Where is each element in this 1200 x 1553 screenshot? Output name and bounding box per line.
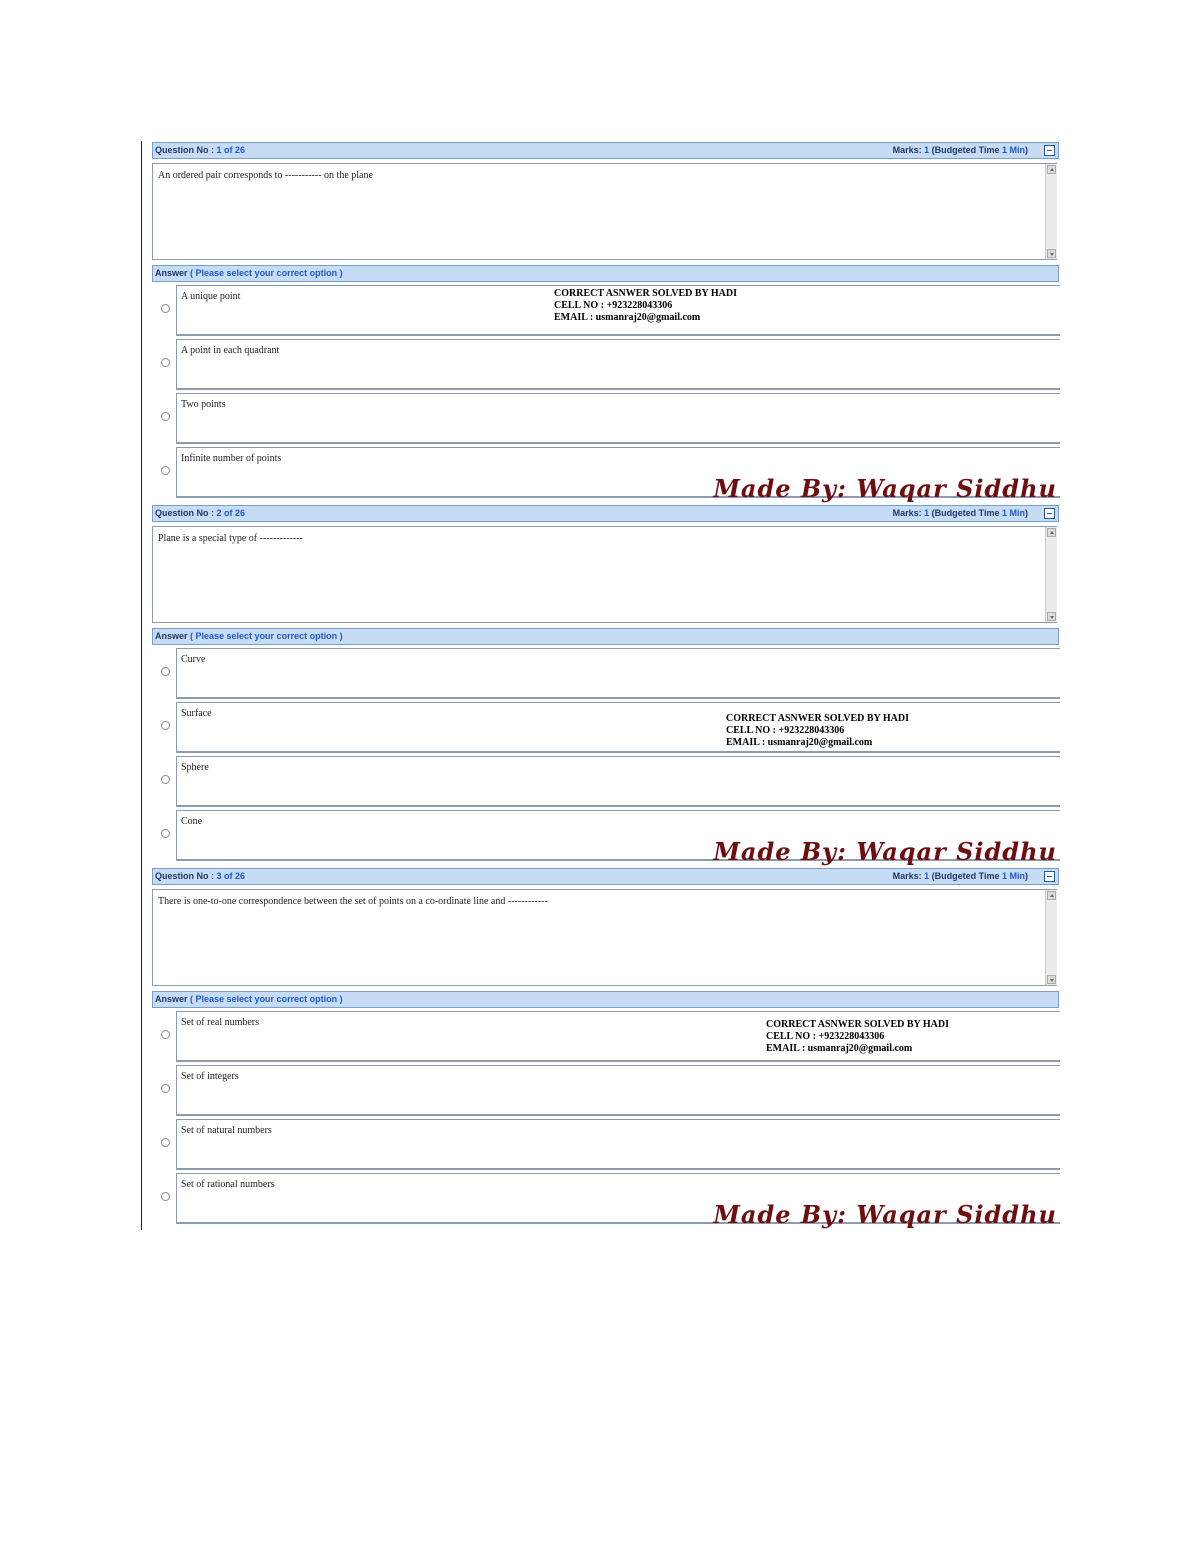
question-scrollbar[interactable] (1045, 164, 1057, 259)
watermark: Made By: Waqar Siddhu (713, 1200, 1057, 1229)
marks-info: Marks: 1 (Budgeted Time 1 Min) (892, 508, 1028, 518)
option-2[interactable] (152, 337, 1059, 389)
radio-button[interactable] (161, 829, 170, 838)
scroll-up-icon[interactable] (1047, 528, 1056, 537)
radio-button[interactable] (161, 775, 170, 784)
option-box (176, 1119, 1060, 1170)
question-block-2 (152, 505, 1059, 868)
radio-button[interactable] (161, 1030, 170, 1039)
option-1[interactable] (152, 646, 1059, 698)
option-box (176, 702, 1060, 753)
watermark: Made By: Waqar Siddhu (713, 474, 1057, 503)
question-scrollbar[interactable] (1045, 527, 1057, 622)
radio-button[interactable] (161, 412, 170, 421)
marks-info: Marks: 1 (Budgeted Time 1 Min) (892, 145, 1028, 155)
scroll-down-icon[interactable] (1047, 249, 1056, 258)
radio-button[interactable] (161, 304, 170, 313)
question-text: There is one-to-one correspondence between the set of points on a co-ordinate line and ------------ (158, 896, 548, 907)
question-scrollbar[interactable] (1045, 890, 1057, 985)
option-text: A unique point (181, 291, 241, 302)
option-box (176, 756, 1060, 807)
radio-button[interactable] (161, 466, 170, 475)
answer-header: Answer ( Please select your correct option ) (152, 991, 1059, 1008)
question-text-box (152, 526, 1057, 623)
option-box (176, 339, 1060, 390)
question-number: Question No : 2 of 26 (155, 508, 246, 518)
question-text-box (152, 163, 1057, 260)
page-left-rule (141, 141, 142, 1230)
collapse-icon[interactable] (1044, 871, 1055, 882)
option-text: Set of rational numbers (181, 1179, 275, 1190)
radio-button[interactable] (161, 721, 170, 730)
option-text: Sphere (181, 762, 209, 773)
option-text: Surface (181, 708, 212, 719)
option-text: Set of natural numbers (181, 1125, 272, 1136)
option-box (176, 1065, 1060, 1116)
scroll-down-icon[interactable] (1047, 975, 1056, 984)
collapse-icon[interactable] (1044, 508, 1055, 519)
scroll-up-icon[interactable] (1047, 891, 1056, 900)
scroll-down-icon[interactable] (1047, 612, 1056, 621)
question-number: Question No : 1 of 26 (155, 145, 246, 155)
question-number: Question No : 3 of 26 (155, 871, 246, 881)
option-3[interactable] (152, 1117, 1059, 1169)
radio-button[interactable] (161, 1192, 170, 1201)
solver-stamp: CORRECT ASNWER SOLVED BY HADI CELL NO : +923228043306 EMAIL : usmanraj20@gmail.com (726, 713, 910, 748)
collapse-icon[interactable] (1044, 145, 1055, 156)
question-block-1 (152, 142, 1059, 505)
marks-info: Marks: 1 (Budgeted Time 1 Min) (892, 871, 1028, 881)
option-text: Curve (181, 654, 206, 665)
watermark: Made By: Waqar Siddhu (713, 837, 1057, 866)
option-3[interactable] (152, 754, 1059, 806)
question-text: An ordered pair corresponds to ----------- on the plane (158, 170, 373, 181)
option-text: Set of real numbers (181, 1017, 260, 1028)
radio-button[interactable] (161, 1084, 170, 1093)
solver-stamp: CORRECT ASNWER SOLVED BY HADI CELL NO : +923228043306 EMAIL : usmanraj20@gmail.com (554, 288, 738, 323)
question-header (152, 868, 1059, 885)
option-box (176, 393, 1060, 444)
option-box (176, 648, 1060, 699)
radio-button[interactable] (161, 358, 170, 367)
question-block-3 (152, 868, 1059, 1231)
question-header (152, 142, 1059, 159)
option-2[interactable] (152, 1063, 1059, 1115)
option-text: A point in each quadrant (181, 345, 280, 356)
option-text: Cone (181, 816, 203, 827)
solver-stamp: CORRECT ASNWER SOLVED BY HADI CELL NO : +923228043306 EMAIL : usmanraj20@gmail.com (766, 1019, 950, 1054)
option-text: Set of integers (181, 1071, 239, 1082)
radio-button[interactable] (161, 667, 170, 676)
answer-header: Answer ( Please select your correct option ) (152, 265, 1059, 282)
option-text: Two points (181, 399, 226, 410)
option-2[interactable] (152, 700, 1059, 752)
answer-header: Answer ( Please select your correct option ) (152, 628, 1059, 645)
option-3[interactable] (152, 391, 1059, 443)
question-header (152, 505, 1059, 522)
question-text-box (152, 889, 1057, 986)
scroll-up-icon[interactable] (1047, 165, 1056, 174)
option-text: Infinite number of points (181, 453, 282, 464)
radio-button[interactable] (161, 1138, 170, 1147)
question-text: Plane is a special type of ------------- (158, 533, 303, 544)
